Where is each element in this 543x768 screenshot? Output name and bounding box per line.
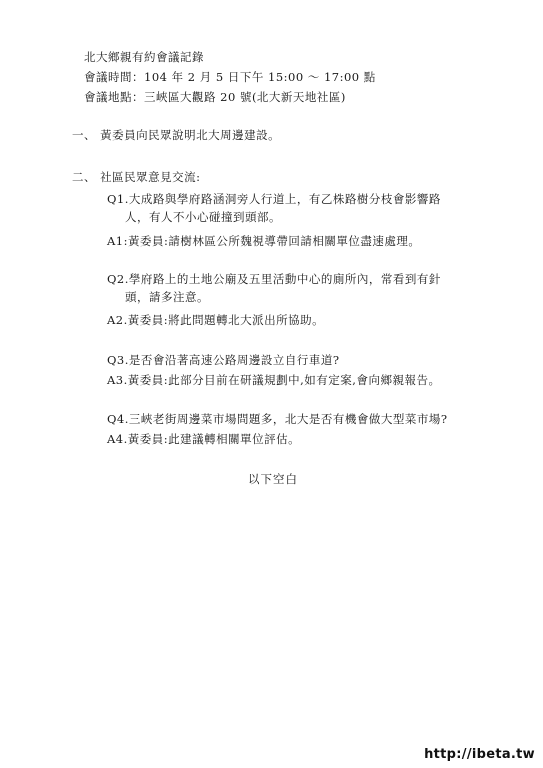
meeting-location: 會議地點：三峽區大觀路 20 號(北大新天地社區) — [84, 90, 346, 104]
question-3: Q3.是否會沿著高速公路周邊設立自行車道? — [107, 353, 340, 367]
section-1: 一、 黃委員向民眾說明北大周邊建設。 — [72, 128, 281, 142]
answer-1: A1:黃委員:請樹林區公所魏視導帶回請相關單位盡速處理。 — [107, 234, 421, 248]
closing-text: 以下空白 — [248, 472, 298, 486]
section-2-heading: 二、 社區民眾意見交流: — [72, 170, 201, 184]
answer-3: A3.黃委員:此部分目前在研議規劃中,如有定案,會向鄉親報告。 — [107, 373, 441, 387]
question-1-line-1: Q1.大成路與學府路涵洞旁人行道上，有乙株路樹分枝會影響路 — [107, 192, 441, 206]
question-2-line-2: 頭，請多注意。 — [125, 290, 209, 304]
watermark-url: http://ibeta.tw — [424, 747, 535, 762]
question-4: Q4.三峽老街周邊菜市場問題多，北大是否有機會做大型菜市場? — [107, 412, 448, 426]
question-1-line-2: 人，有人不小心碰撞到頭部。 — [125, 210, 281, 224]
question-2-line-1: Q2.學府路上的土地公廟及五里活動中心的廁所內，常看到有針 — [107, 272, 441, 286]
answer-4: A4.黃委員:此建議轉相關單位評估。 — [107, 432, 301, 446]
meeting-title: 北大鄉親有約會議記錄 — [84, 50, 204, 64]
answer-2: A2.黃委員:將此問題轉北大派出所協助。 — [107, 313, 325, 327]
meeting-time: 會議時間：104 年 2 月 5 日下午 15:00 ～ 17:00 點 — [84, 70, 376, 84]
